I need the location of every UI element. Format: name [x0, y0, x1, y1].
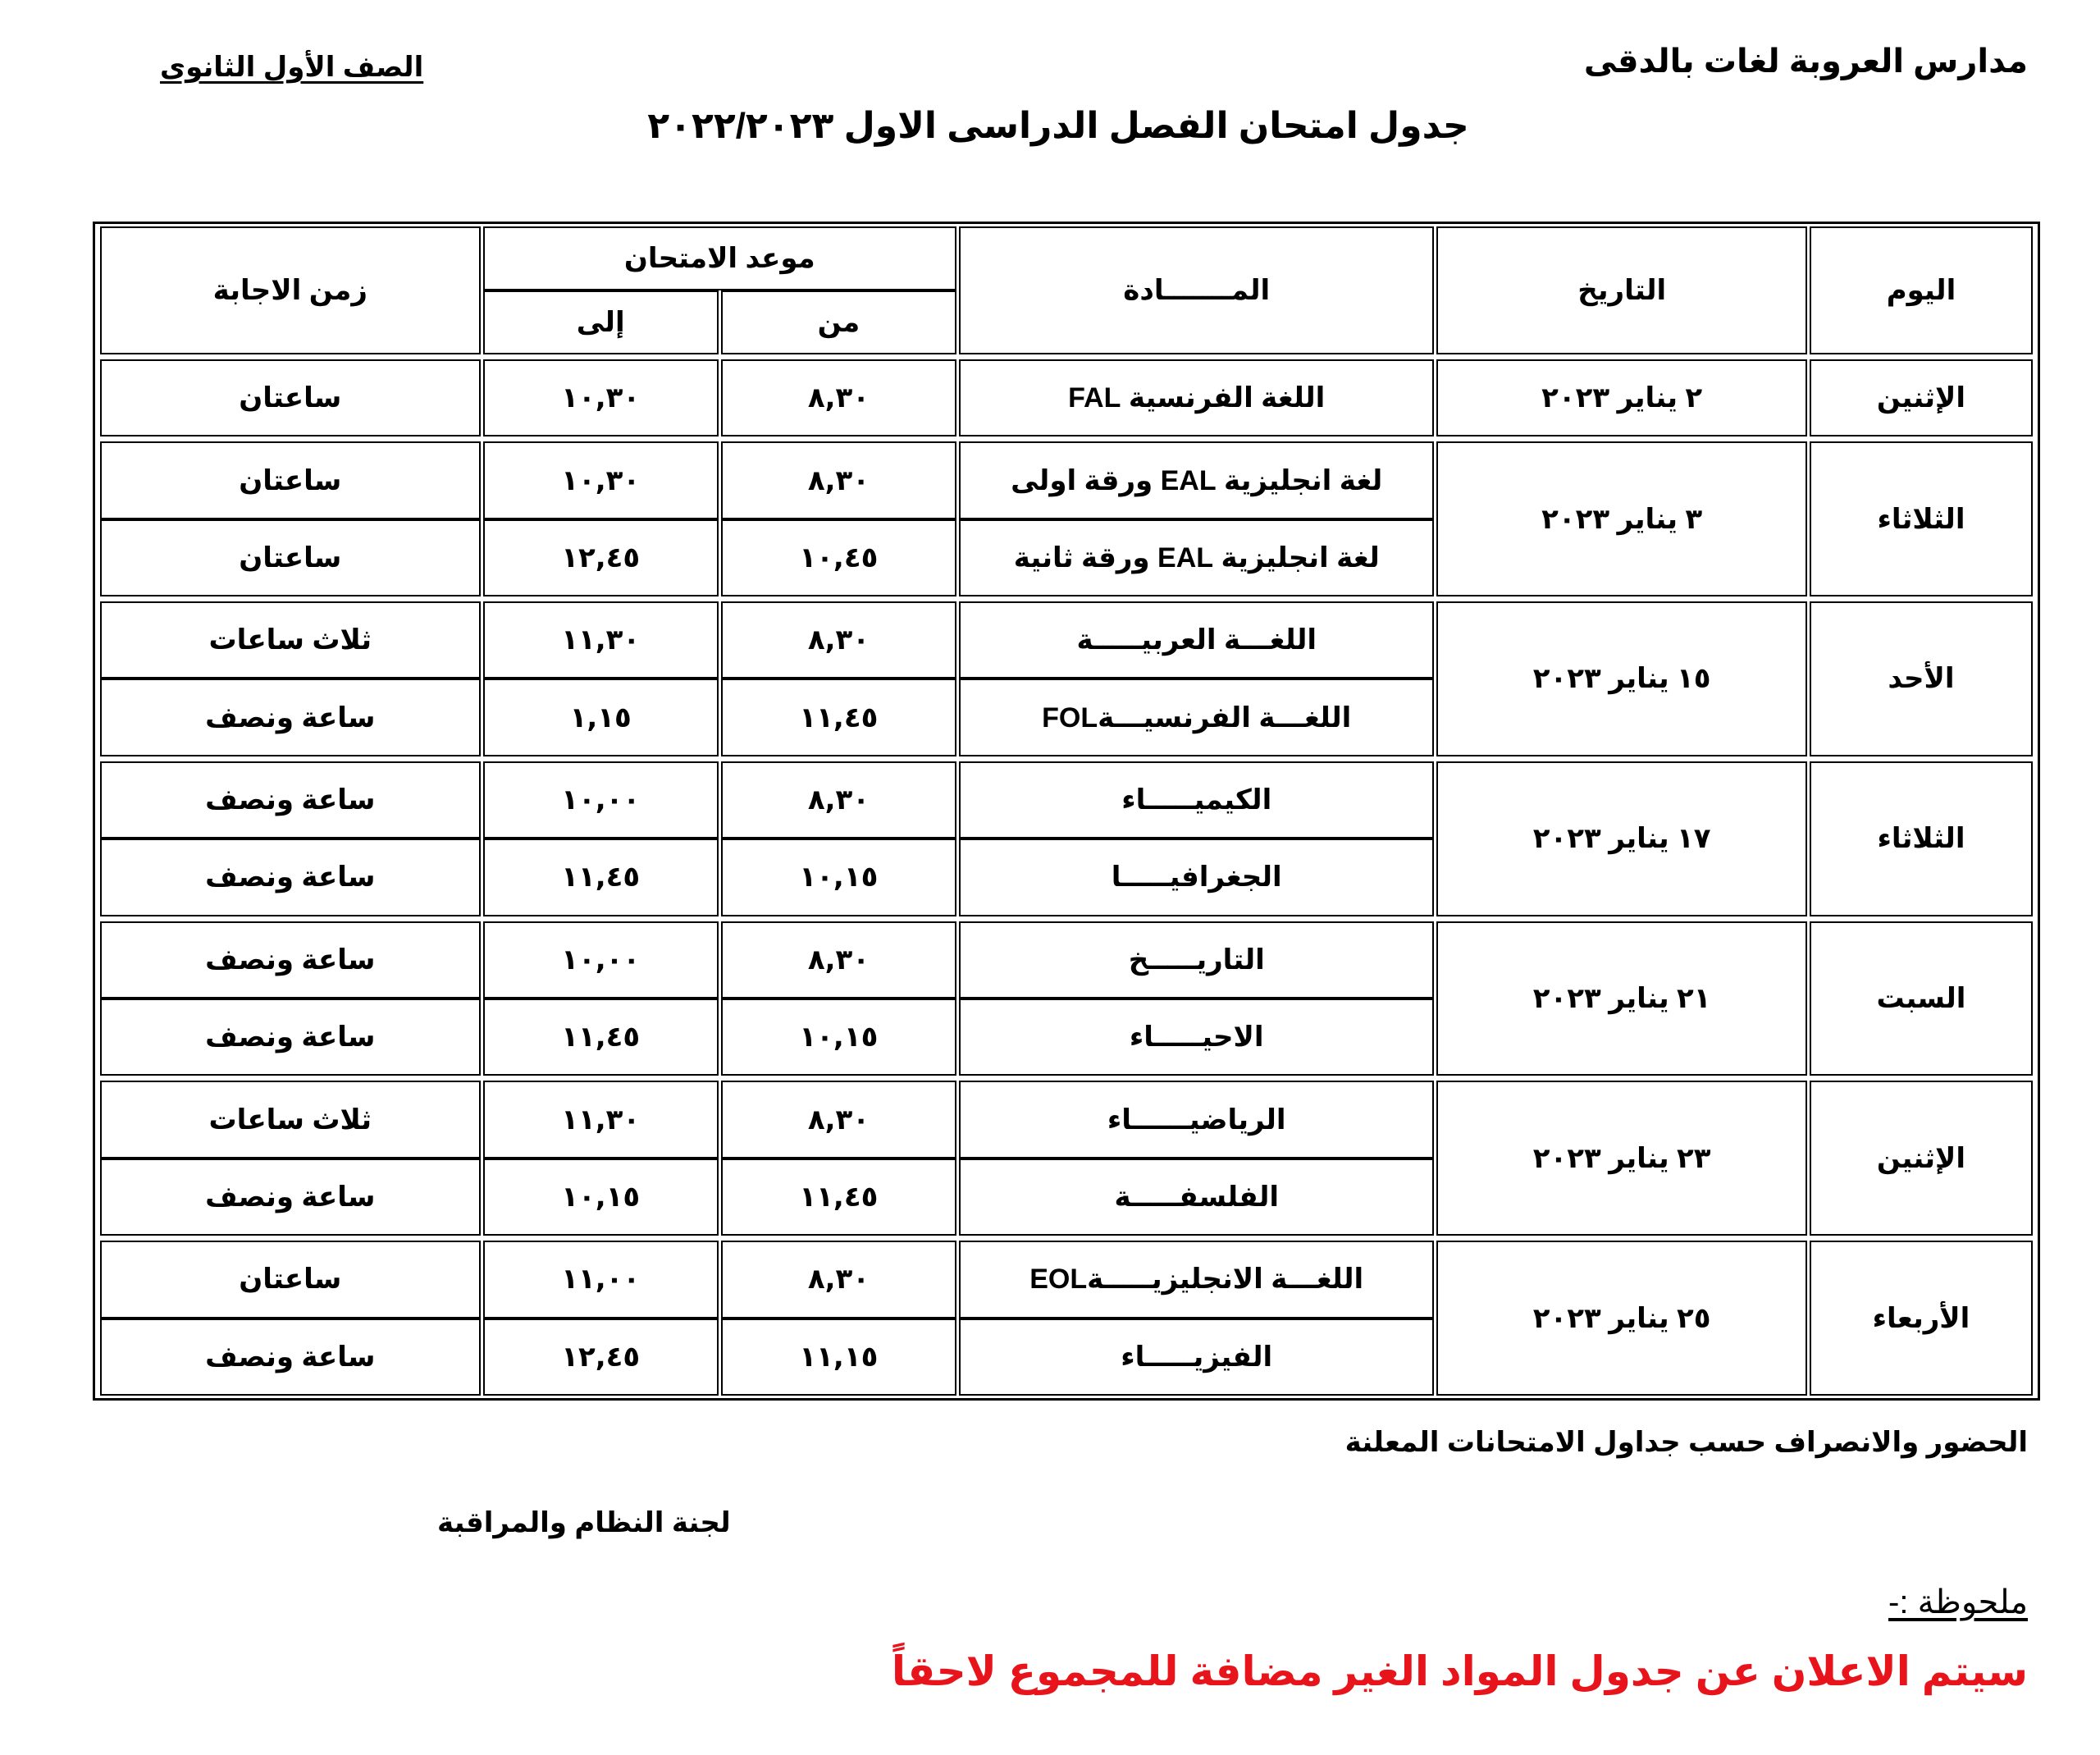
table-row [100, 1241, 2033, 1318]
from-time-cell: ١٠,١٥ [721, 999, 956, 1076]
duration-cell: ساعة ونصف [100, 1319, 481, 1396]
to-time-cell: ١١,٣٠ [483, 601, 719, 679]
date-cell: ٢٣ يناير ٢٠٢٣ [1436, 1081, 1806, 1236]
page-title: جدول امتحان الفصل الدراسى الاول ٢٠٢٢/٢٠٢٣ [647, 106, 1469, 146]
subject-cell: اللغة الفرنسية FAL [959, 359, 1434, 436]
attendance-note: الحضور والانصراف حسب جداول الامتحانات المعلنة [1344, 1427, 2028, 1458]
table-row [100, 1081, 2033, 1158]
header-row [100, 226, 2033, 290]
to-time-cell: ١٠,٠٠ [483, 921, 719, 999]
header-day: اليوم [1810, 226, 2033, 354]
to-time-cell: ١٠,٣٠ [483, 359, 719, 436]
date-cell: ٣ يناير ٢٠٢٣ [1436, 441, 1806, 596]
date-cell: ٢١ يناير ٢٠٢٣ [1436, 921, 1806, 1076]
subject-cell: اللغـــة الانجليزيـــــةEOL [959, 1241, 1434, 1318]
duration-cell: ساعتان [100, 1241, 481, 1318]
subject-cell: الرياضيــــــاء [959, 1081, 1434, 1158]
subject-cell: لغة انجليزية EAL ورقة ثانية [959, 519, 1434, 596]
to-time-cell: ١١,٤٥ [483, 839, 719, 916]
to-time-cell: ١١,٤٥ [483, 999, 719, 1076]
subject-cell: اللغـــة العربيـــــة [959, 601, 1434, 679]
duration-cell: ساعة ونصف [100, 999, 481, 1076]
to-time-cell: ١١,٣٠ [483, 1081, 719, 1158]
table-row [100, 601, 2033, 679]
subject-cell: الجغرافيـــــا [959, 839, 1434, 916]
to-time-cell: ١٠,١٥ [483, 1159, 719, 1236]
header-exam-time: موعد الامتحان [483, 226, 956, 290]
subject-cell: الكيميـــــاء [959, 761, 1434, 839]
from-time-cell: ١١,٤٥ [721, 679, 956, 756]
duration-cell: ساعتان [100, 441, 481, 519]
duration-cell: ساعة ونصف [100, 679, 481, 756]
duration-cell: ثلاث ساعات [100, 601, 481, 679]
duration-cell: ساعة ونصف [100, 839, 481, 916]
subject-cell: لغة انجليزية EAL ورقة اولى [959, 441, 1434, 519]
table-row [100, 359, 2033, 436]
date-cell: ٢ يناير ٢٠٢٣ [1436, 359, 1806, 436]
subject-cell: التاريـــــخ [959, 921, 1434, 999]
from-time-cell: ١١,٤٥ [721, 1159, 956, 1236]
subject-cell: الفلسفـــــة [959, 1159, 1434, 1236]
from-time-cell: ٨,٣٠ [721, 359, 956, 436]
day-cell: الإثنين [1810, 1081, 2033, 1236]
from-time-cell: ١٠,١٥ [721, 839, 956, 916]
from-time-cell: ٨,٣٠ [721, 441, 956, 519]
day-cell: الثلاثاء [1810, 441, 2033, 596]
header-to: إلى [483, 290, 719, 354]
from-time-cell: ٨,٣٠ [721, 1241, 956, 1318]
date-cell: ٢٥ يناير ٢٠٢٣ [1436, 1241, 1806, 1396]
grade-label: الصف الأول الثانوى [160, 52, 424, 83]
duration-cell: ثلاث ساعات [100, 1081, 481, 1158]
exam-schedule-table [98, 226, 2035, 1396]
to-time-cell: ١٠,٣٠ [483, 441, 719, 519]
to-time-cell: ١٢,٤٥ [483, 519, 719, 596]
duration-cell: ساعة ونصف [100, 1159, 481, 1236]
from-time-cell: ٨,٣٠ [721, 921, 956, 999]
school-name: مدارس العروبة لغات بالدقى [1583, 43, 2028, 80]
header-from: من [721, 290, 956, 354]
to-time-cell: ١١,٠٠ [483, 1241, 719, 1318]
from-time-cell: ١٠,٤٥ [721, 519, 956, 596]
table-row [100, 921, 2033, 999]
subject-cell: اللغـــة الفرنسيـــةFOL [959, 679, 1434, 756]
subject-cell: الفيزيـــــاء [959, 1319, 1434, 1396]
header-duration: زمن الاجابة [100, 226, 481, 354]
subject-cell: الاحيـــــاء [959, 999, 1434, 1076]
note-text: سيتم الاعلان عن جدول المواد الغير مضافة للمجموع لاحقاً [891, 1648, 2028, 1694]
day-cell: السبت [1810, 921, 2033, 1076]
from-time-cell: ٨,٣٠ [721, 1081, 956, 1158]
from-time-cell: ١١,١٥ [721, 1319, 956, 1396]
to-time-cell: ١٢,٤٥ [483, 1319, 719, 1396]
day-cell: الإثنين [1810, 359, 2033, 436]
date-cell: ١٧ يناير ٢٠٢٣ [1436, 761, 1806, 916]
day-cell: الأحد [1810, 601, 2033, 756]
from-time-cell: ٨,٣٠ [721, 761, 956, 839]
note-label: ملحوظة :- [1888, 1584, 2028, 1620]
from-time-cell: ٨,٣٠ [721, 601, 956, 679]
duration-cell: ساعتان [100, 519, 481, 596]
date-cell: ١٥ يناير ٢٠٢٣ [1436, 601, 1806, 756]
to-time-cell: ١,١٥ [483, 679, 719, 756]
table-row [100, 761, 2033, 839]
header-subject: المـــــــادة [959, 226, 1434, 354]
duration-cell: ساعة ونصف [100, 921, 481, 999]
to-time-cell: ١٠,٠٠ [483, 761, 719, 839]
table-row [100, 441, 2033, 519]
duration-cell: ساعتان [100, 359, 481, 436]
committee-signature: لجنة النظام والمراقبة [437, 1507, 731, 1538]
day-cell: الأربعاء [1810, 1241, 2033, 1396]
header-date: التاريخ [1436, 226, 1806, 354]
day-cell: الثلاثاء [1810, 761, 2033, 916]
duration-cell: ساعة ونصف [100, 761, 481, 839]
